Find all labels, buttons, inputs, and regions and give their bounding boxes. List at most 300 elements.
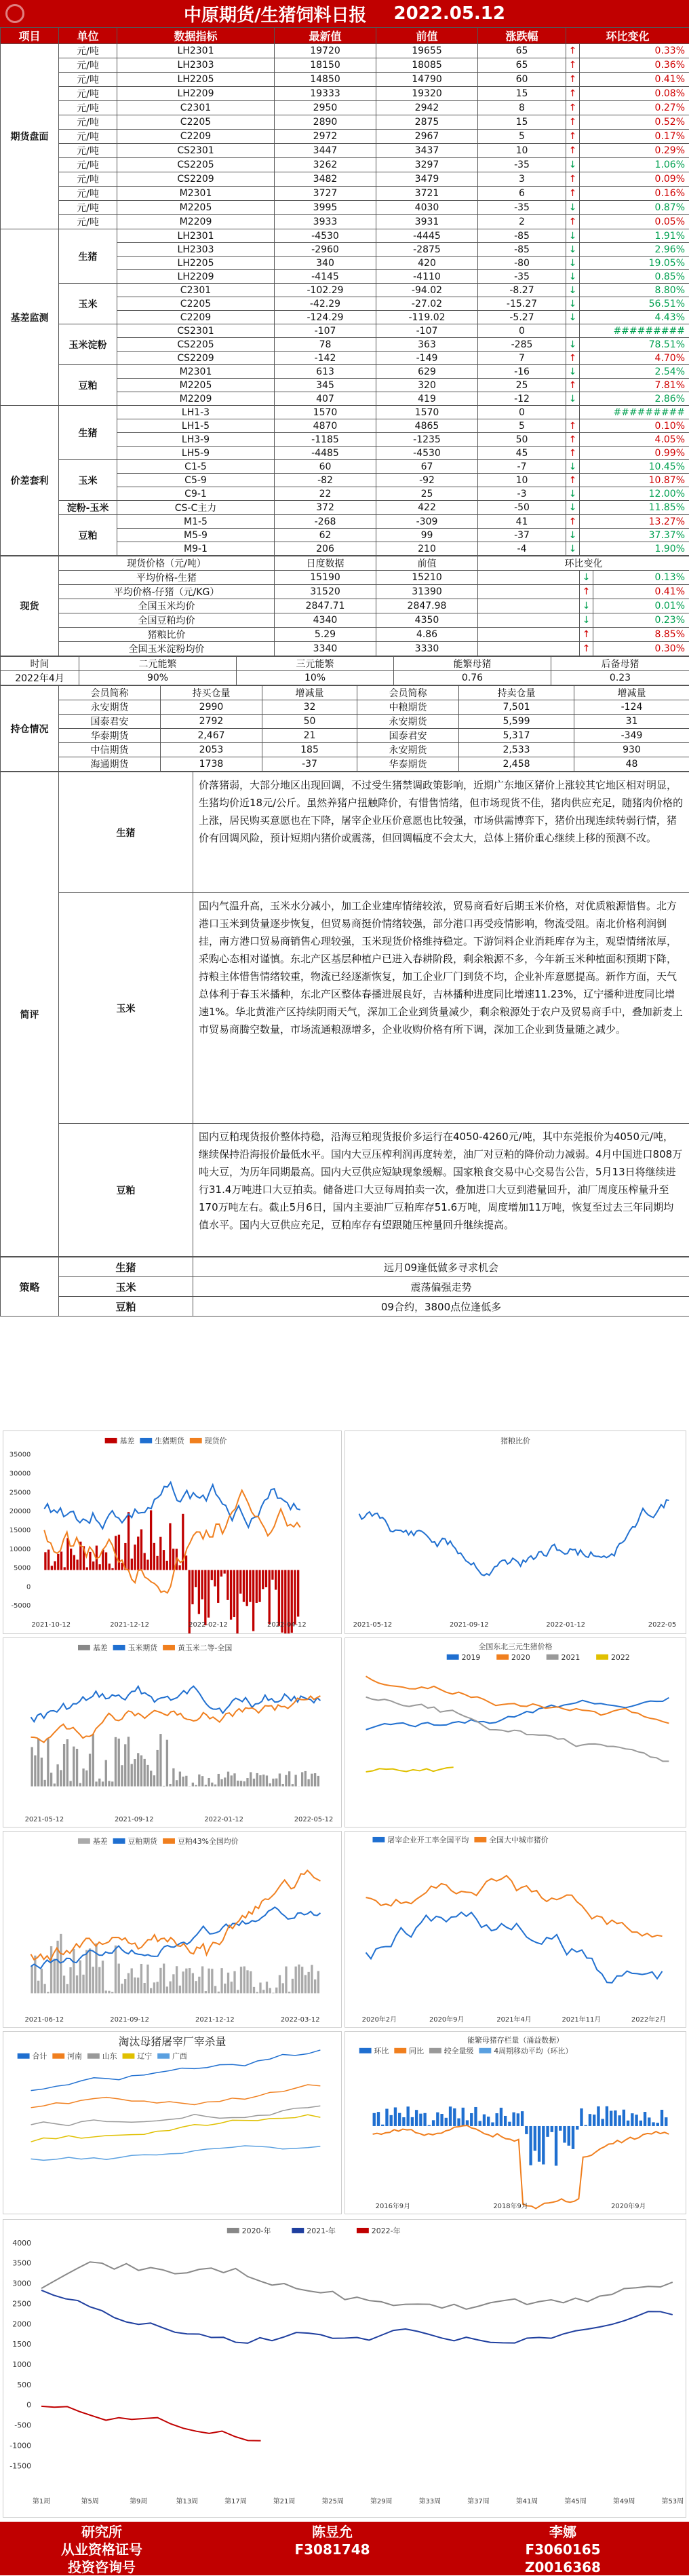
bar-mark <box>292 1784 294 1786</box>
legend-label: 辽宁 <box>137 2052 152 2061</box>
bar-mark <box>98 1564 100 1570</box>
prev-cell: -94.02 <box>376 284 478 297</box>
bar-mark <box>169 1982 171 1994</box>
bar-mark <box>227 1570 229 1600</box>
arrow-icon: ↓ <box>566 270 580 284</box>
tick-label: 第13周 <box>176 2497 199 2505</box>
bar-mark <box>208 1969 210 1994</box>
tick-label: 2020年9月 <box>611 2201 646 2210</box>
bar-mark <box>243 1967 245 1994</box>
arrow-icon: ↓ <box>566 460 580 474</box>
bar-mark <box>243 1781 245 1786</box>
bar-mark <box>314 1773 316 1786</box>
unit-cell: 元/吨 <box>59 187 117 201</box>
indicator-cell: C1-5 <box>117 460 275 474</box>
bar-mark <box>37 1739 39 1787</box>
bar-mark <box>373 2113 376 2126</box>
value-cell: 2792 <box>161 715 262 729</box>
bar-mark <box>205 1991 207 1993</box>
bar-mark <box>256 1773 258 1787</box>
prev-cell: 363 <box>376 338 478 352</box>
bar-mark <box>195 1785 197 1786</box>
bar-mark <box>34 1956 36 1994</box>
bar-mark <box>288 1771 290 1786</box>
arrow-icon: ↑ <box>566 474 580 487</box>
prev-cell: 419 <box>376 392 478 406</box>
bar-mark <box>134 1759 136 1786</box>
pct-cell: 0.52% <box>580 115 689 130</box>
table-row <box>1 1257 689 1277</box>
bar-mark <box>432 2120 435 2126</box>
change-cell: -37 <box>478 529 566 542</box>
bar-mark <box>220 1968 222 1993</box>
tick-label: 10000 <box>9 1546 31 1553</box>
chart-slaughter-rate <box>344 1831 686 2028</box>
bar-mark <box>92 1967 94 1993</box>
arrow-icon <box>566 406 580 419</box>
bar-mark <box>398 2113 401 2126</box>
bar-mark <box>127 1737 130 1786</box>
bar-mark <box>271 1570 273 1580</box>
bar-mark <box>115 1946 117 1994</box>
bar-mark <box>534 2126 536 2151</box>
bar-mark <box>198 1570 200 1614</box>
bar-mark <box>449 2106 452 2126</box>
indicator-cell: M1-5 <box>117 515 275 529</box>
bar-mark <box>282 1983 284 1993</box>
bar-mark <box>140 1964 142 1993</box>
prev-cell: 2847.98 <box>376 599 478 613</box>
bar-mark <box>163 1964 165 1994</box>
change-cell: 45 <box>478 447 566 460</box>
bar-mark <box>237 1990 239 1993</box>
value-cell: -349 <box>574 729 689 743</box>
tick-label: 第9周 <box>130 2497 147 2505</box>
bar-mark <box>224 1777 226 1786</box>
bar-mark <box>436 2113 439 2126</box>
arrow-icon: ↑ <box>580 585 593 599</box>
pct-cell: 0.08% <box>580 87 689 101</box>
bar-mark <box>60 1551 62 1570</box>
col-header: 环比变化 <box>478 556 689 571</box>
value-cell: -37 <box>262 757 357 772</box>
chart-hog-basis <box>3 1431 342 1634</box>
bar-mark <box>314 1980 316 1993</box>
bar-mark <box>137 1536 139 1570</box>
bar-mark <box>115 1737 117 1787</box>
indicator-cell: 全国玉米均价 <box>59 599 275 613</box>
tick-label: 第53周 <box>662 2497 684 2505</box>
indicator-cell: 平均价格-仔猪（元/KG） <box>59 585 275 599</box>
bar-mark <box>54 1783 56 1786</box>
latest-cell: -4145 <box>275 270 376 284</box>
tick-label: 2020年2月 <box>362 2015 397 2024</box>
indicator-cell: CS2209 <box>117 172 275 187</box>
bar-mark <box>292 1979 294 1993</box>
value-cell: 5,599 <box>459 715 574 729</box>
unit-cell: 元/吨 <box>59 87 117 101</box>
bar-mark <box>249 1570 251 1602</box>
prev-cell: 14790 <box>376 73 478 87</box>
report-date: 2022.05.12 <box>394 3 505 24</box>
col-header: 能繁母猪 <box>394 657 551 671</box>
value-cell: 2022年4月 <box>1 671 79 685</box>
bar-mark <box>121 1765 123 1786</box>
pct-cell: 0.13% <box>593 571 689 585</box>
bar-mark <box>50 1773 52 1786</box>
section-label: 期货盘面 <box>1 44 59 229</box>
legend-swatch <box>140 1438 152 1443</box>
indicator-cell: CS2301 <box>117 144 275 158</box>
latest-cell: 31520 <box>275 585 376 599</box>
prev-cell: 3721 <box>376 187 478 201</box>
prev-cell: 4350 <box>376 613 478 628</box>
table-row <box>1 324 689 338</box>
arrow-icon: ↓ <box>566 284 580 297</box>
prev-cell: 2942 <box>376 101 478 115</box>
bar-mark <box>428 2125 431 2126</box>
bar-mark <box>150 1511 152 1570</box>
legend-label: 广西 <box>172 2051 187 2061</box>
bar-mark <box>118 1535 120 1570</box>
indicator-cell: C2209 <box>117 311 275 324</box>
legend-label: 豆粕期货 <box>127 1836 158 1846</box>
latest-cell: 3933 <box>275 215 376 229</box>
series-line <box>41 2262 673 2309</box>
pct-cell: 8.85% <box>593 628 689 642</box>
tick-label: 2021-12-12 <box>195 2016 235 2024</box>
latest-cell: 340 <box>275 257 376 270</box>
bar-mark <box>453 2108 456 2126</box>
pct-cell: 7.81% <box>580 379 689 392</box>
bar-mark <box>63 1744 65 1786</box>
arrow-icon: ↓ <box>566 529 580 542</box>
col-header: 二元能繁 <box>79 657 237 671</box>
change-cell: -8.27 <box>478 284 566 297</box>
change-cell: -12 <box>478 392 566 406</box>
bar-mark <box>269 1783 271 1786</box>
legend-swatch <box>163 1838 175 1844</box>
bar-mark <box>195 1981 197 1993</box>
series-line <box>373 2125 669 2208</box>
bar-mark <box>224 1984 226 1993</box>
bar-mark <box>252 1570 254 1631</box>
tick-label: 2021年4月 <box>496 2015 531 2024</box>
arrow-icon: ↓ <box>566 542 580 556</box>
bar-mark <box>156 1982 158 1993</box>
tick-label: 2021-12-12 <box>110 1621 149 1629</box>
col-header: 日度数据 <box>275 556 376 571</box>
value-cell: 5,317 <box>459 729 574 743</box>
change-cell: 6 <box>478 187 566 201</box>
bar-mark <box>79 1961 81 1994</box>
commodity-label: 生猪 <box>59 1257 193 1277</box>
chart-sow-slaughter <box>3 2031 342 2214</box>
bar-mark <box>308 1972 310 1993</box>
value-cell: 50 <box>262 715 357 729</box>
bar-mark <box>205 1785 207 1787</box>
bar-mark <box>102 1961 104 1993</box>
bar-mark <box>140 1530 142 1570</box>
bar-mark <box>89 1552 91 1570</box>
bar-mark <box>307 1779 309 1786</box>
bar-mark <box>198 1977 200 1994</box>
bar-mark <box>661 2110 663 2126</box>
bar-mark <box>131 1559 133 1570</box>
bar-mark <box>153 1543 155 1570</box>
legend-label: 基差 <box>120 1436 135 1445</box>
legend-swatch <box>227 2228 239 2233</box>
bar-mark <box>233 1570 235 1617</box>
tick-label: 2022-01-12 <box>546 1621 585 1629</box>
group-label: 豆粕 <box>59 365 117 406</box>
prev-cell: 4030 <box>376 201 478 215</box>
bar-mark <box>240 1967 242 1993</box>
tick-label: 2022-05-12 <box>294 1816 334 1823</box>
bar-mark <box>282 1784 284 1786</box>
chart-sow-inventory <box>344 2031 686 2214</box>
bar-mark <box>153 1982 155 1993</box>
legend-label: 2020-年 <box>242 2226 271 2235</box>
bar-mark <box>82 1768 84 1786</box>
spacer-cell <box>478 585 580 599</box>
bar-mark <box>105 1552 107 1570</box>
tick-label: 2500 <box>12 2299 31 2308</box>
col-header: 时间 <box>1 657 79 671</box>
bar-mark <box>230 1570 232 1620</box>
prev-cell: -1235 <box>376 433 478 447</box>
arrow-icon: ↑ <box>566 352 580 365</box>
table-row <box>1 144 689 158</box>
bar-mark <box>644 2112 646 2126</box>
bar-mark <box>118 1739 120 1786</box>
strategy-text: 09合约，3800点位逢低多 <box>193 1297 689 1317</box>
arrow-icon: ↑ <box>566 515 580 529</box>
bar-mark <box>76 1559 78 1570</box>
tick-label: 0 <box>26 2401 31 2410</box>
bar-mark <box>275 1570 277 1590</box>
bar-mark <box>109 1564 111 1570</box>
pct-cell: 4.43% <box>580 311 689 324</box>
bar-mark <box>279 1773 281 1786</box>
series-line <box>31 2085 321 2108</box>
tick-label: 5000 <box>14 1565 31 1572</box>
bar-mark <box>166 1561 168 1570</box>
bar-mark <box>233 1773 235 1786</box>
bar-mark <box>266 1982 268 1993</box>
table-row <box>1 406 689 419</box>
table-row <box>1 729 689 743</box>
tick-label: 35000 <box>9 1452 31 1459</box>
bar-mark <box>250 1971 252 1993</box>
legend-swatch <box>78 1645 90 1650</box>
bar-mark <box>218 1774 220 1786</box>
commodity-label: 豆粕 <box>59 1124 193 1257</box>
bar-mark <box>51 1566 53 1570</box>
arrow-icon: ↑ <box>566 87 580 101</box>
bar-mark <box>85 1950 87 1994</box>
change-cell: -35 <box>478 201 566 215</box>
group-label: 生猪 <box>59 406 117 460</box>
bar-mark <box>146 1559 149 1570</box>
value-cell: 0.23 <box>551 671 689 685</box>
bar-mark <box>111 1781 113 1786</box>
arrow-icon: ↓ <box>566 229 580 243</box>
indicator-cell: C2301 <box>117 284 275 297</box>
arrow-icon: ↑ <box>580 628 593 642</box>
bar-mark <box>214 1785 216 1787</box>
bar-mark <box>41 1758 43 1786</box>
legend-swatch <box>447 1654 459 1660</box>
tick-label: 15000 <box>9 1527 31 1534</box>
value-cell: 华泰期货 <box>357 757 459 772</box>
pct-cell: 4.05% <box>580 433 689 447</box>
tick-label: 2021-05-12 <box>353 1621 393 1629</box>
section-label: 基差监测 <box>1 229 59 406</box>
pct-cell: 0.01% <box>593 599 689 613</box>
arrow-icon: ↑ <box>580 642 593 656</box>
arrow-icon: ↑ <box>566 433 580 447</box>
logo-icon <box>5 4 24 23</box>
tick-label: 2021-06-12 <box>24 2016 64 2024</box>
indicator-cell: LH2205 <box>117 257 275 270</box>
legend-label: 2020 <box>511 1653 530 1662</box>
latest-cell: 15190 <box>275 571 376 585</box>
bar-mark <box>253 1987 255 1993</box>
legend-swatch <box>18 2053 30 2059</box>
bar-mark <box>317 1776 319 1787</box>
table-row <box>1 1297 689 1317</box>
bar-mark <box>198 1775 200 1787</box>
change-cell: -285 <box>478 338 566 352</box>
bar-mark <box>218 1992 220 1994</box>
group-label: 豆粕 <box>59 515 117 556</box>
arrow-icon: ↓ <box>566 243 580 257</box>
bar-mark <box>262 1570 264 1589</box>
bar-mark <box>204 1570 206 1625</box>
legend-swatch <box>123 2053 135 2059</box>
change-cell: 65 <box>478 44 566 58</box>
bar-mark <box>163 1786 165 1787</box>
prev-cell: -92 <box>376 474 478 487</box>
arrow-icon: ↑ <box>566 419 580 433</box>
value-cell: 2,467 <box>161 729 262 743</box>
col-header: 增减量 <box>262 686 357 700</box>
table-row <box>1 130 689 144</box>
prev-cell: -119.02 <box>376 311 478 324</box>
table-row <box>1 284 689 297</box>
bar-mark <box>317 1971 319 1994</box>
bar-mark <box>153 1775 155 1786</box>
latest-cell: 22 <box>275 487 376 501</box>
indicator-cell: M2209 <box>117 215 275 229</box>
prev-cell: -149 <box>376 352 478 365</box>
table-row <box>1 571 689 585</box>
table-row <box>1 101 689 115</box>
unit-cell: 元/吨 <box>59 172 117 187</box>
table-row <box>1 556 689 571</box>
change-cell: 60 <box>478 73 566 87</box>
bar-mark <box>166 1986 168 1993</box>
pct-cell: 10.45% <box>580 460 689 474</box>
unit-cell: 元/吨 <box>59 73 117 87</box>
series-line <box>366 1698 669 1730</box>
bar-mark <box>105 1760 107 1787</box>
table-row <box>1 772 689 893</box>
indicator-cell: LH1-5 <box>117 419 275 433</box>
bar-mark <box>85 1770 87 1787</box>
tick-label: 2000 <box>12 2319 31 2328</box>
bar-mark <box>69 1967 71 1993</box>
col-header: 持卖仓量 <box>459 686 574 700</box>
comment-text: 国内豆粕现货报价整体持稳，沿海豆粕现货报价多运行在4050-4260元/吨，其中东莞报价为4050元/吨，继续保持沿海报价最低水平。国内大豆压榨利润再度转差，油厂对豆粕的降价动力减弱。4月中国进口808万吨大豆，为历年同期最高。国内大豆供应短缺现象缓解。国家粮食交易中心交易告公告，5月13日将继续进行31.4万吨进口大豆拍卖。储备进口大豆每周拍卖一次，叠加进口大豆到港量回升，油厂周度压榨量升至170万吨左右。截止5月6日，国内主要油厂豆粕库存51.6万吨，周度增加11万吨，恢复至过去三年同期均值水平。国内大豆供应充足，豆粕库存有望跟随压榨量回升继续提高。 <box>193 1124 689 1257</box>
bar-mark <box>76 1749 78 1786</box>
bar-mark <box>159 1734 161 1786</box>
tick-label: 2022-04-12 <box>267 1621 307 1629</box>
bar-mark <box>95 1781 97 1786</box>
indicator-cell: C2301 <box>117 101 275 115</box>
bar-mark <box>182 1777 184 1786</box>
bar-mark <box>457 2119 460 2126</box>
table-row <box>1 657 689 671</box>
latest-cell: 3340 <box>275 642 376 656</box>
arrow-icon: ↑ <box>566 58 580 73</box>
arrow-icon: ↓ <box>566 487 580 501</box>
tick-label: 2022-01-12 <box>204 1816 243 1823</box>
arrow-icon: ↑ <box>566 73 580 87</box>
value-cell: 2,458 <box>459 757 574 772</box>
bar-mark <box>127 1512 130 1570</box>
pct-cell: 0.30% <box>593 642 689 656</box>
bar-mark <box>127 1973 130 1994</box>
bar-mark <box>163 1550 165 1570</box>
spacer-cell <box>478 642 580 656</box>
bar-mark <box>585 2125 587 2126</box>
table-row <box>1 686 689 700</box>
indicator-cell: M2301 <box>117 365 275 379</box>
change-cell: -50 <box>478 501 566 515</box>
group-label: 玉米 <box>59 460 117 501</box>
arrow-icon: ↑ <box>566 187 580 201</box>
futures-table <box>0 27 689 556</box>
legend-label: 2022 <box>611 1653 630 1662</box>
pct-cell: 1.06% <box>580 158 689 172</box>
indicator-cell: LH1-3 <box>117 406 275 419</box>
indicator-cell: C5-9 <box>117 474 275 487</box>
bar-mark <box>517 2113 519 2126</box>
bar-mark <box>269 1570 271 1625</box>
tick-label: 2016年9月 <box>376 2201 410 2210</box>
series-line <box>31 1696 321 1742</box>
report-title: 中原期货/生猪饲料日报 <box>184 1 367 26</box>
change-cell: 41 <box>478 515 566 529</box>
bar-mark <box>137 1977 139 1993</box>
indicator-cell: M2301 <box>117 187 275 201</box>
latest-cell: 3447 <box>275 144 376 158</box>
tick-label: 500 <box>17 2381 31 2389</box>
legend-label: 玉米期货 <box>127 1643 158 1652</box>
table-row <box>1 642 689 656</box>
table-row <box>1 158 689 172</box>
section-label: 现货 <box>1 556 59 656</box>
value-cell: 华泰期货 <box>59 729 161 743</box>
bar-mark <box>102 1781 104 1786</box>
bar-mark <box>70 1549 72 1570</box>
bar-mark <box>311 1774 313 1787</box>
latest-cell: 2950 <box>275 101 376 115</box>
value-cell: 国泰君安 <box>59 715 161 729</box>
bar-mark <box>402 2117 405 2126</box>
